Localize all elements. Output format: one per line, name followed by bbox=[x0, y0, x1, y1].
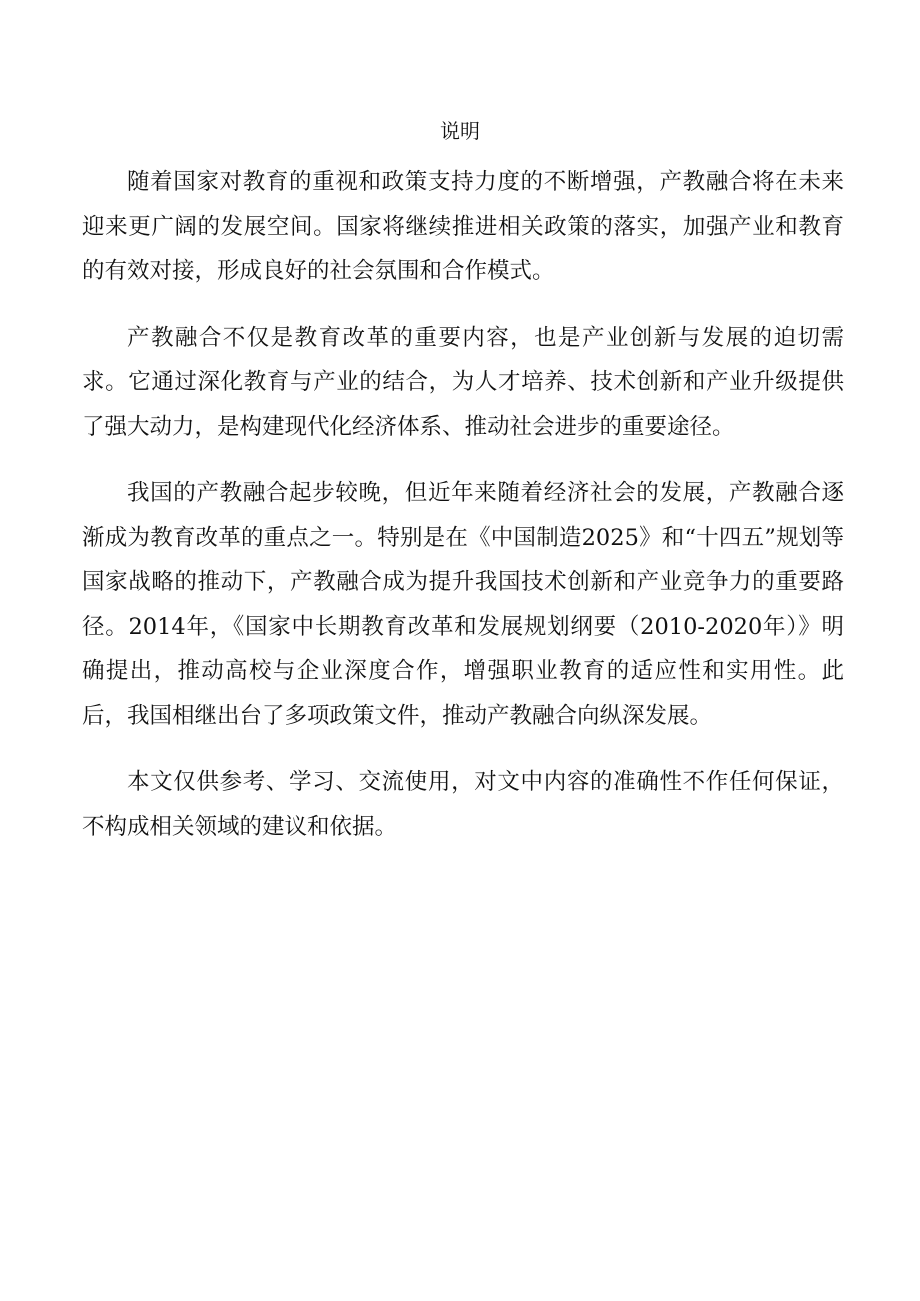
paragraph-outlook: 随着国家对教育的重视和政策支持力度的不断增强，产教融合将在未来迎来更广阔的发展空间。国家将继续推进相关政策的落实，加强产业和教育的有效对接，形成良好的社会氛围和合作模式。 bbox=[82, 169, 844, 284]
paragraph-significance: 产教融合不仅是教育改革的重要内容，也是产业创新与发展的迫切需求。它通过深化教育与产业的结合，为人才培养、技术创新和产业升级提供了强大动力，是构建现代化经济体系、推动社会进步的重要途径。 bbox=[82, 324, 844, 440]
paragraph-disclaimer: 本文仅供参考、学习、交流使用，对文中内容的准确性不作任何保证，不构成相关领域的建议和依据。 bbox=[82, 769, 844, 840]
page-title: 说明 bbox=[440, 119, 480, 143]
document-body bbox=[82, 160, 844, 849]
paragraph-history: 我国的产教融合起步较晚，但近年来随着经济社会的发展，产教融合逐渐成为教育改革的重点之一。特别是在《中国制造2025》和“十四五”规划等国家战略的推动下，产教融合成为提升我国技术创新和产业竞争力的重要路径。2014年，《国家中长期教育改革和发展规划纲要（2010-2020年）》明确提出，推动高校与企业深度合作，增强职业教育的适应性和实用性。此后，我国相继出台了多项政策文件，推动产教融合向纵深发展。 bbox=[82, 480, 844, 729]
